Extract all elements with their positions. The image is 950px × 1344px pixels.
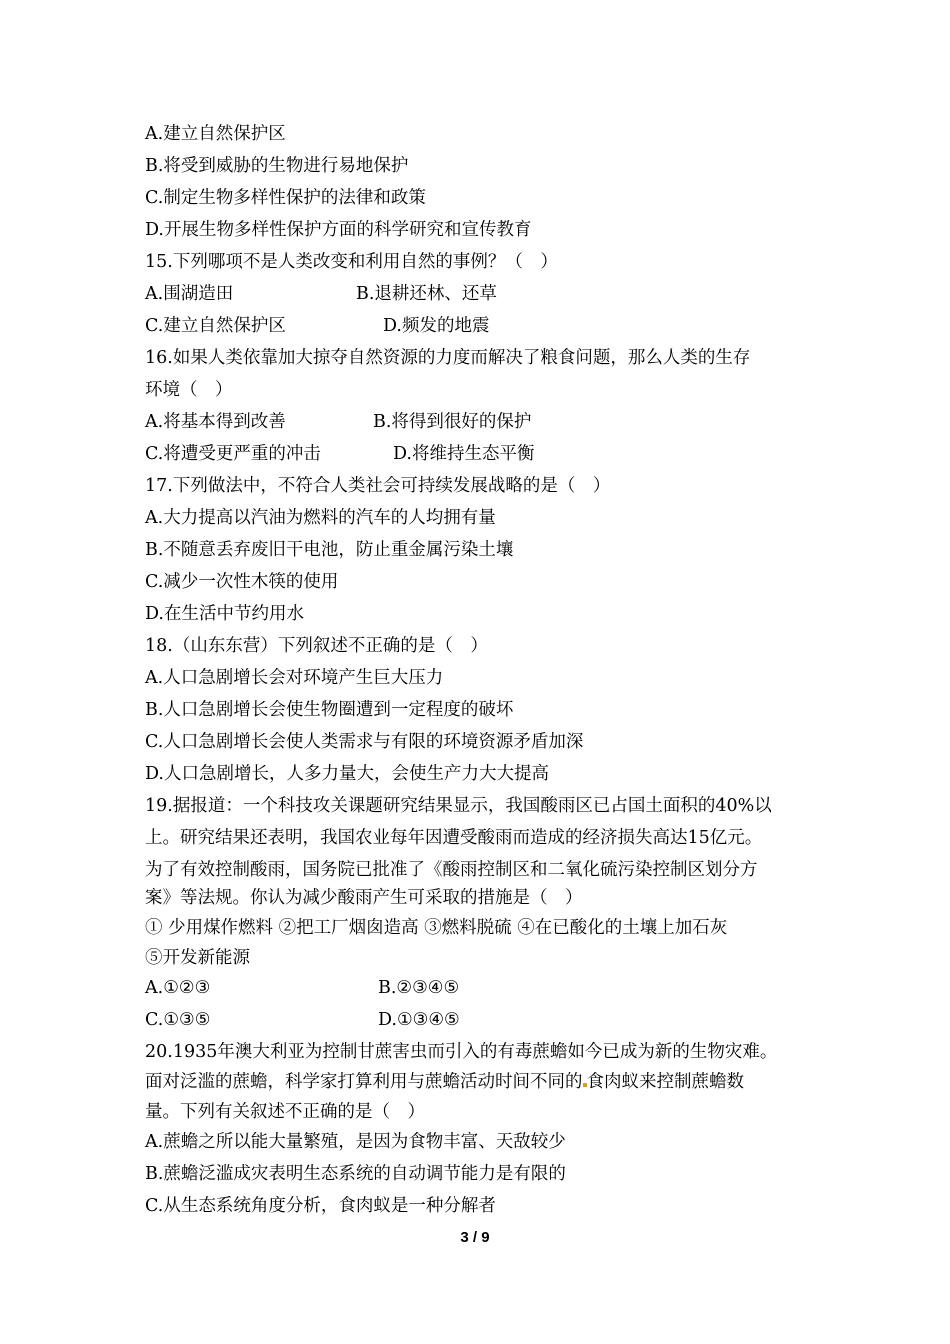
q18-option-c: C.人口急剧增长会使人类需求与有限的环境资源矛盾加深 — [145, 732, 584, 752]
q18-stem: 18.（山东东营）下列叙述不正确的是（ ） — [145, 636, 488, 656]
q14-option-b: B.将受到威胁的生物进行易地保护 — [145, 156, 409, 176]
q15-stem: 15.下列哪项不是人类改变和利用自然的事例？（ ） — [145, 252, 558, 272]
q15-option-c: C.建立自然保护区 — [145, 316, 286, 336]
q18-option-a: A.人口急剧增长会对环境产生巨大压力 — [145, 668, 444, 688]
q19-stem-line4: 案》等法规。你认为减少酸雨产生可采取的措施是（ ） — [145, 888, 583, 908]
q20-stem-line1: 20.1935年澳大利亚为控制甘蔗害虫而引入的有毒蔗蟾如今已成为新的生物灾难。 — [145, 1042, 778, 1062]
q14-option-c: C.制定生物多样性保护的法律和政策 — [145, 188, 426, 208]
q20-option-c: C.从生态系统角度分析，食肉蚁是一种分解者 — [145, 1196, 496, 1216]
q17-stem: 17.下列做法中，不符合人类社会可持续发展战略的是（ ） — [145, 476, 611, 496]
q20-option-b: B.蔗蟾泛滥成灾表明生态系统的自动调节能力是有限的 — [145, 1164, 566, 1184]
q17-option-d: D.在生活中节约用水 — [145, 604, 304, 624]
q15-option-d: D.频发的地震 — [383, 316, 490, 336]
q14-option-d: D.开展生物多样性保护方面的科学研究和宣传教育 — [145, 220, 532, 240]
q16-option-c: C.将遭受更严重的冲击 — [145, 444, 321, 464]
q19-option-a: A.①②③ — [145, 978, 211, 998]
q16-stem-line2: 环境（ ） — [145, 380, 233, 400]
q19-measures-line2: ⑤开发新能源 — [145, 948, 250, 968]
q20-stem-line3: 量。下列有关叙述不正确的是（ ） — [145, 1102, 425, 1122]
q19-stem-line2: 上。研究结果还表明，我国农业每年因遭受酸雨而造成的经济损失高达15亿元。 — [145, 828, 763, 848]
q17-option-b: B.不随意丢弃废旧干电池，防止重金属污染土壤 — [145, 540, 514, 560]
q19-stem-line1: 19.据报道：一个科技攻关课题研究结果显示，我国酸雨区已占国土面积的40%以 — [145, 796, 772, 816]
q17-option-c: C.减少一次性木筷的使用 — [145, 572, 339, 592]
q18-option-b: B.人口急剧增长会使生物圈遭到一定程度的破坏 — [145, 700, 514, 720]
q14-option-a: A.建立自然保护区 — [145, 124, 286, 144]
q16-stem-line1: 16.如果人类依靠加大掠夺自然资源的力度而解决了粮食问题，那么人类的生存 — [145, 348, 751, 368]
q15-option-a: A.围湖造田 — [145, 284, 234, 304]
q15-option-b: B.退耕还林、还草 — [356, 284, 497, 304]
q20-option-a: A.蔗蟾之所以能大量繁殖，是因为食物丰富、天敌较少 — [145, 1132, 566, 1152]
q17-option-a: A.大力提高以汽油为燃料的汽车的人均拥有量 — [145, 508, 496, 528]
q16-option-d: D.将维持生态平衡 — [393, 444, 535, 464]
page-number: 3 / 9 — [460, 1229, 490, 1246]
q18-option-d: D.人口急剧增长，人多力量大，会使生产力大大提高 — [145, 764, 549, 784]
q19-measures-line1: ① 少用煤作燃料 ②把工厂烟囱造高 ③燃料脱硫 ④在已酸化的土壤上加石灰 — [145, 918, 728, 938]
q19-option-b: B.②③④⑤ — [378, 978, 460, 998]
q20-stem-line2-part1: 面对泛滥的蔗蟾，科学家打算利用与蔗蟾活动时间不同的 — [145, 1072, 583, 1092]
q20-stem-line2-part2: 食肉蚁来控制蔗蟾数 — [586, 1072, 744, 1092]
q19-option-c: C.①③⑤ — [145, 1010, 211, 1030]
q20-stem-line2 — [145, 1070, 744, 1094]
q16-option-b: B.将得到很好的保护 — [373, 412, 532, 432]
q19-stem-line3: 为了有效控制酸雨，国务院已批准了《酸雨控制区和二氧化硫污染控制区划分方 — [145, 860, 758, 880]
q16-option-a: A.将基本得到改善 — [145, 412, 286, 432]
q19-option-d: D.①③④⑤ — [378, 1010, 460, 1030]
